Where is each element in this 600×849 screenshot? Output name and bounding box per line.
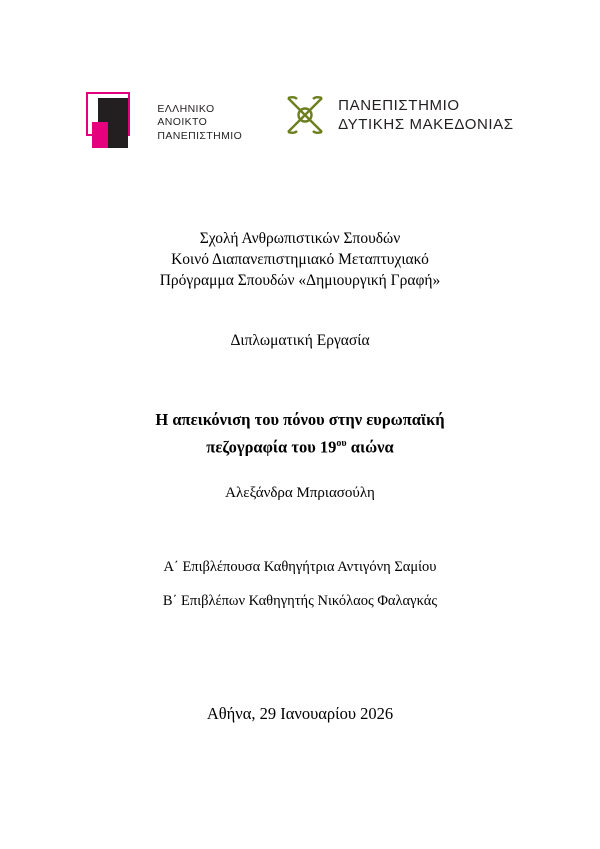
supervisor-first: Α΄ Επιβλέπουσα Καθηγήτρια Αντιγόνη Σαμίου bbox=[163, 559, 437, 575]
hou-logo-dark-notch bbox=[108, 122, 128, 148]
hou-logo-text bbox=[157, 103, 242, 144]
hou-logo-mark-icon bbox=[86, 92, 148, 154]
faculty-line-3: Πρόγραμμα Σπουδών «Δημιουργική Γραφή» bbox=[159, 272, 441, 289]
hou-logo-line-1: ΕΛΛΗΝΙΚΟ bbox=[157, 102, 215, 115]
thesis-type: Διπλωματική Εργασία bbox=[230, 332, 370, 349]
faculty-line-1: Σχολή Ανθρωπιστικών Σπουδών bbox=[199, 230, 401, 247]
faculty-block bbox=[0, 228, 600, 291]
university-of-western-macedonia-logo bbox=[282, 92, 513, 138]
supervisors-block bbox=[0, 550, 600, 618]
hou-logo-line-3: ΠΑΝΕΠΙΣΤΗΜΙΟ bbox=[157, 129, 243, 142]
faculty-line-2: Κοινό Διαπανεπιστημιακό Μεταπτυχιακό bbox=[171, 251, 429, 268]
page-title bbox=[0, 408, 600, 460]
hou-logo-line-2: ΑΝΟΙΚΤΟ bbox=[157, 116, 208, 129]
logo-row bbox=[0, 92, 600, 154]
title-line-2-after: αιώνα bbox=[346, 437, 394, 457]
hellenic-open-university-logo bbox=[86, 92, 242, 154]
title-ordinal-suffix: ου bbox=[336, 438, 347, 449]
title-line-1: Η απεικόνιση του πόνου στην ευρωπαϊκή bbox=[155, 410, 445, 429]
place-and-date: Αθήνα, 29 Ιανουαρίου 2026 bbox=[206, 704, 394, 723]
uowm-logo-line-1: ΠΑΝΕΠΙΣΤΗΜΙΟ bbox=[338, 97, 460, 114]
uowm-logo-line-2: ΔΥΤΙΚΗΣ ΜΑΚΕΔΟΝΙΑΣ bbox=[338, 116, 514, 133]
supervisor-second: Β΄ Επιβλέπων Καθηγητής Νικόλαος Φαλαγκάς bbox=[162, 593, 438, 609]
uowm-logo-text bbox=[338, 96, 513, 134]
title-line-2 bbox=[0, 432, 600, 460]
uowm-logo-mark-icon bbox=[282, 92, 328, 138]
title-line-2-before: πεζογραφία του 19 bbox=[206, 437, 337, 457]
author-name: Αλεξάνδρα Μπριασούλη bbox=[225, 485, 375, 501]
